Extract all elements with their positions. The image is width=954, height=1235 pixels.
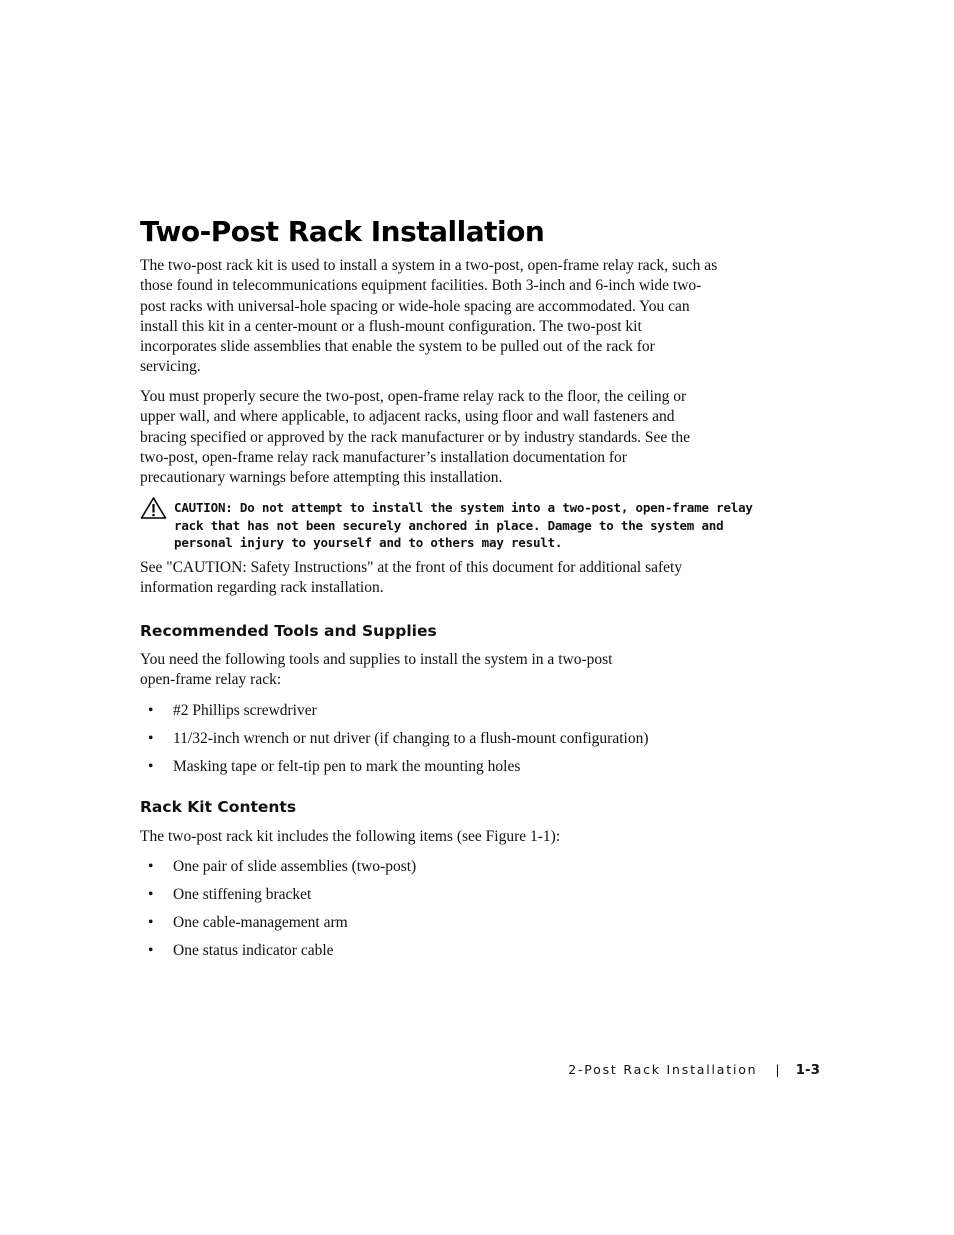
tools-intro-line: You need the following tools and supplies to install the system in a two-post bbox=[140, 651, 613, 668]
caution-line: personal injury to yourself and to others may result. bbox=[174, 535, 563, 550]
tools-intro-paragraph bbox=[140, 650, 740, 691]
kit-intro-paragraph bbox=[140, 827, 740, 847]
list-item-text: #2 Phillips screwdriver bbox=[173, 702, 317, 719]
bullet-icon: • bbox=[148, 858, 154, 875]
footer-separator: | bbox=[775, 1062, 780, 1077]
list-item-text: One pair of slide assemblies (two-post) bbox=[173, 858, 417, 875]
list-item-text: One status indicator cable bbox=[173, 942, 334, 959]
intro-line: post racks with universal-hole spacing or wide-hole spacing are accommodated. You can bbox=[140, 297, 690, 315]
caution-text bbox=[174, 499, 753, 552]
bullet-icon: • bbox=[148, 886, 154, 903]
tools-heading: Recommended Tools and Supplies bbox=[140, 622, 437, 640]
intro-line: install this kit in a center-mount or a flush-mount configuration. The two-post kit bbox=[140, 317, 642, 335]
bullet-icon: • bbox=[148, 758, 154, 775]
secure-line: You must properly secure the two-post, open-frame relay rack to the floor, the ceiling or bbox=[140, 388, 687, 405]
list-item-text: 11/32-inch wrench or nut driver (if changing to a flush-mount configuration) bbox=[173, 730, 649, 747]
intro-line: those found in telecommunications equipment facilities. Both 3-inch and 6-inch wide two- bbox=[140, 277, 702, 295]
secure-line: upper wall, and where applicable, to adjacent racks, using floor and wall fasteners and bbox=[140, 408, 675, 426]
list-item-text: One stiffening bracket bbox=[173, 886, 312, 903]
secure-line: bracing specified or approved by the rack manufacturer or by industry standards. See the bbox=[140, 428, 691, 446]
page-footer bbox=[568, 1061, 820, 1079]
footer-title: 2-Post Rack Installation bbox=[568, 1062, 758, 1077]
intro-line: servicing. bbox=[140, 358, 201, 376]
caution-line: CAUTION: Do not attempt to install the system into a two-post, open-frame relay bbox=[174, 500, 753, 515]
list-item-text: One cable-management arm bbox=[173, 914, 348, 931]
intro-paragraph bbox=[140, 256, 740, 378]
page-title: Two-Post Rack Installation bbox=[140, 215, 545, 248]
bullet-icon: • bbox=[148, 702, 154, 719]
caution-line: rack that has not been securely anchored in place. Damage to the system and bbox=[174, 517, 724, 533]
tools-intro-line: open-frame relay rack: bbox=[140, 671, 282, 689]
intro-line: The two-post rack kit is used to install a system in a two-post, open-frame relay rack, such as bbox=[140, 257, 718, 274]
intro-line: incorporates slide assemblies that enable the system to be pulled out of the rack for bbox=[140, 338, 655, 356]
kit-heading: Rack Kit Contents bbox=[140, 798, 297, 816]
warning-triangle-icon bbox=[140, 496, 167, 520]
list-item-text: Masking tape or felt-tip pen to mark the mounting holes bbox=[173, 758, 521, 775]
safety-reference-paragraph bbox=[140, 558, 740, 599]
safety-line: See "CAUTION: Safety Instructions" at the front of this document for additional safety bbox=[140, 559, 683, 576]
secure-line: two-post, open-frame relay rack manufacturer’s installation documentation for bbox=[140, 448, 627, 466]
kit-intro-line: The two-post rack kit includes the following items (see Figure 1-1): bbox=[140, 828, 561, 845]
bullet-icon: • bbox=[148, 730, 154, 747]
bullet-icon: • bbox=[148, 914, 154, 931]
safety-line: information regarding rack installation. bbox=[140, 579, 384, 597]
page-number: 1-3 bbox=[795, 1062, 820, 1078]
secure-line: precautionary warnings before attempting this installation. bbox=[140, 469, 503, 487]
bullet-icon: • bbox=[148, 942, 154, 959]
secure-rack-paragraph bbox=[140, 387, 740, 488]
